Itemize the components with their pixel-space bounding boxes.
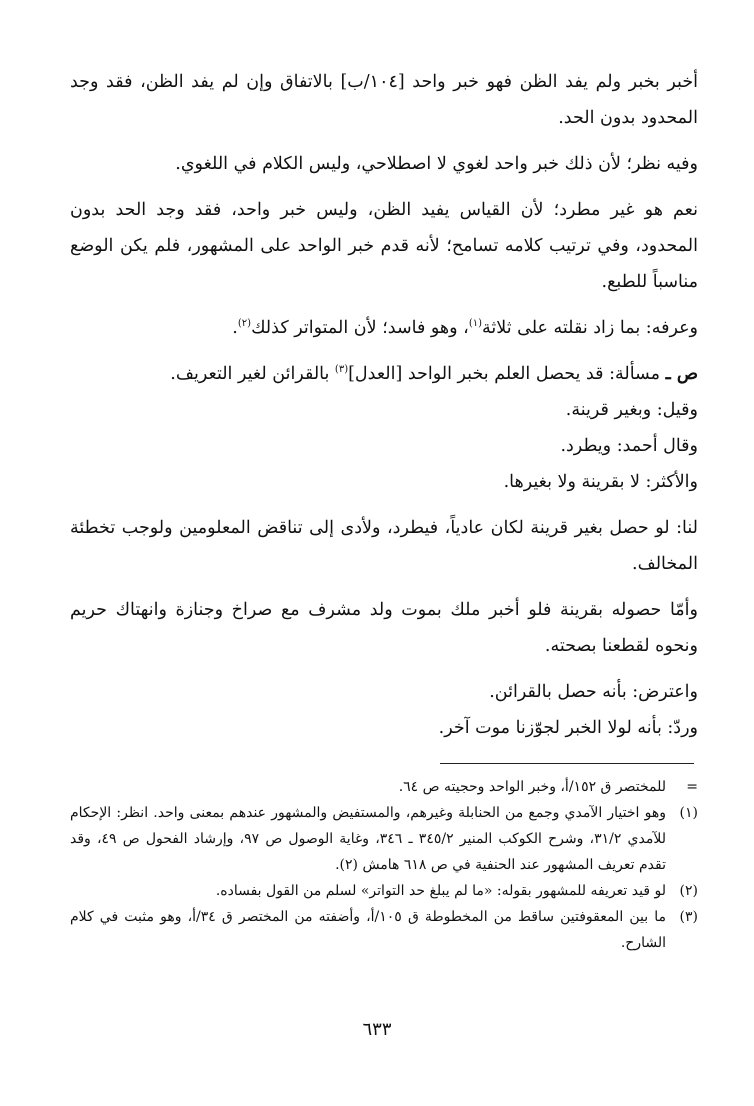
footnote-text: للمختصر ق ١٥٢/أ، وخبر الواحد وحجيته ص ٦٤. — [398, 779, 666, 795]
footnote-ref: (١) — [468, 318, 482, 330]
paragraph: واعترض: بأنه حصل بالقرائن. — [489, 682, 698, 702]
text-segment: مسألة: قد يحصل العلم بخبر الواحد [العدل] — [348, 364, 666, 384]
footnote-text: ما بين المعقوفتين ساقط من المخطوطة ق ١٠٥/أ، وأضفته من المختصر ق ٣٤/أ، وهو مثبت في كلام الشارح. — [70, 909, 666, 951]
text-segment: . — [232, 318, 238, 338]
footnote — [70, 878, 698, 904]
paragraph: وقال أحمد: ويطرد. — [560, 436, 698, 456]
footnote — [70, 774, 698, 800]
main-text — [70, 64, 698, 746]
paragraph: وفيه نظر؛ لأن ذلك خبر واحد لغوي لا اصطلاحي، وليس الكلام في اللغوي. — [175, 154, 698, 174]
text-segment: ، وهو فاسد؛ لأن المتواتر كذلك — [251, 318, 469, 338]
footnote-ref: (٣) — [334, 364, 349, 376]
footnote-text: لو قيد تعريفه للمشهور بقوله: «ما لم يبلغ حد التواتر» لسلم من القول بفساده. — [215, 883, 666, 899]
text-segment: بالقرائن لغير التعريف. — [170, 364, 335, 384]
paragraph: وأمّا حصوله بقرينة فلو أخبر ملك بموت ولد مشرف مع صراخ وجنازة وانهتاك حريم ونحوه لقطعنا بصحته. — [70, 600, 698, 656]
page-number: ٦٣٣ — [362, 1019, 392, 1040]
paragraph: نعم هو غير مطرد؛ لأن القياس يفيد الظن، وليس خبر واحد، فقد وجد الحد بدون المحدود، وفي ترتيب كلامه تسامح؛ لأنه قدم خبر الواحد على المشهور، فلم يكن الوضع مناسباً للطبع. — [70, 200, 698, 292]
paragraph: والأكثر: لا بقرينة ولا بغيرها. — [503, 472, 698, 492]
footnote-text: وهو اختيار الآمدي وجمع من الحنابلة وغيرهم، والمستفيض والمشهور عندهم بمعنى واحد. انظر: الإحكام للآمدي ٣١/٢، وشرح الكوكب المنير ٣٤٥/٢ ـ ٣٤٦، وغاية الوصول ص ٩٧، وإرشاد الفحول ص ٤٩، وقد تقدم تعريف المشهور عند الحنفية في ص ٦١٨ هامش (٢). — [70, 805, 666, 873]
footnote-number: = — [686, 779, 698, 795]
footnote-number: (٣) — [679, 909, 698, 925]
footnotes — [70, 774, 698, 956]
paragraph: وقيل: وبغير قرينة. — [565, 400, 698, 420]
footnote-number: (١) — [679, 805, 698, 821]
paragraph: لنا: لو حصل بغير قرينة لكان عادياً، فيطرد، ولأدى إلى تناقض المعلومين ولوجب تخطئة المخالف. — [70, 518, 698, 574]
footnote — [70, 904, 698, 956]
section-mark: ص ـ — [665, 364, 698, 384]
footnote-divider — [440, 763, 694, 764]
paragraph — [70, 310, 698, 346]
paragraph: وردّ: بأنه لولا الخبر لجوّزنا موت آخر. — [438, 718, 698, 738]
footnote-ref: (٢) — [237, 318, 252, 330]
footnote-number: (٢) — [679, 883, 698, 899]
text-segment: وعرفه: بما زاد نقلته على ثلاثة — [482, 318, 698, 338]
footnote — [70, 800, 698, 878]
paragraph — [70, 356, 698, 392]
paragraph: أخبر بخبر ولم يفد الظن فهو خبر واحد [١٠٤/ب] بالاتفاق وإن لم يفد الظن، فقد وجد المحدود بدون الحد. — [70, 72, 698, 128]
